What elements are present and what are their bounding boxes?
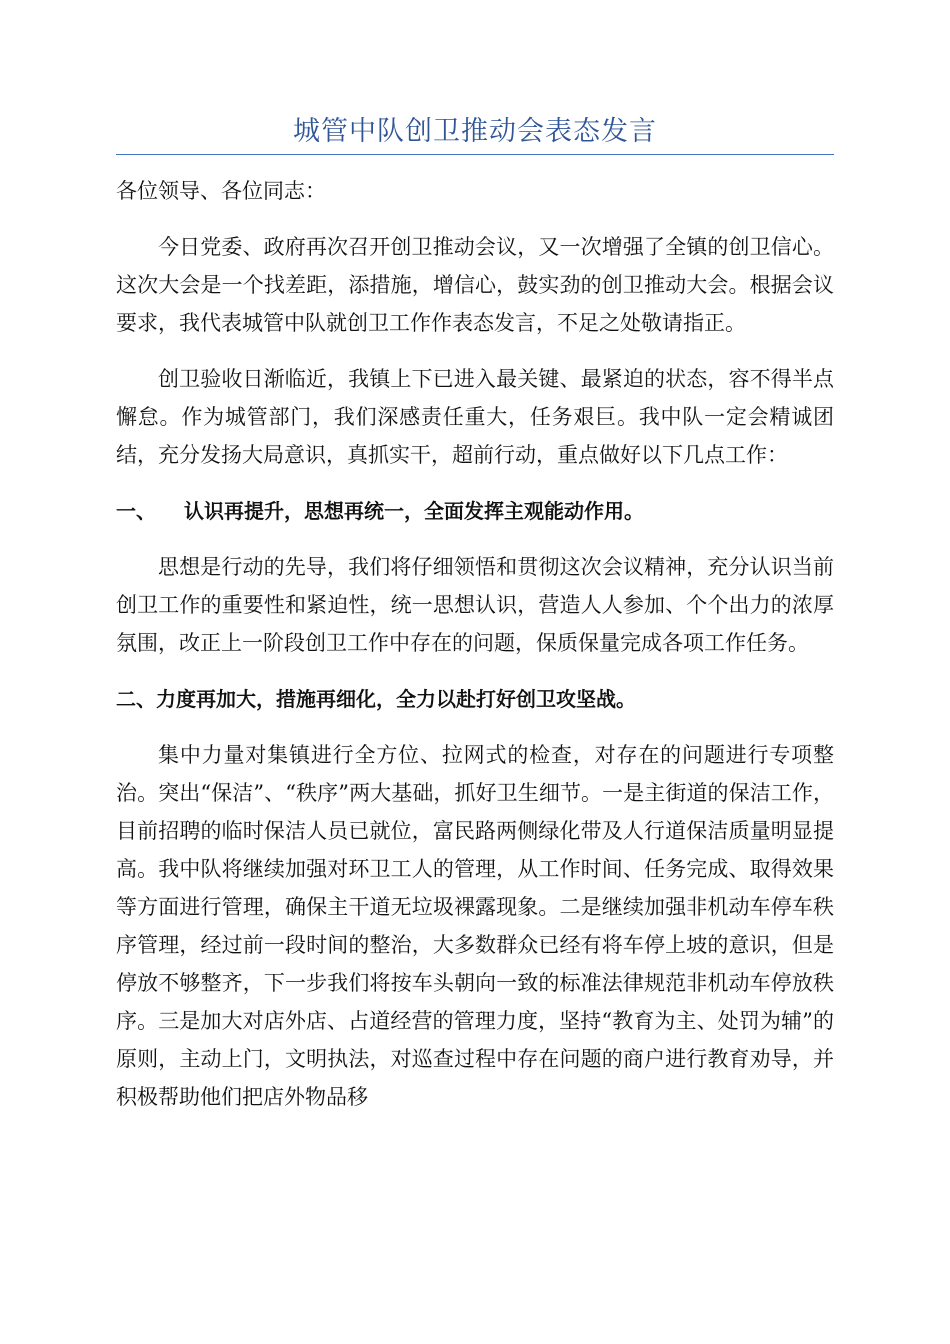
document-body [116, 172, 834, 1134]
section-number: 二、 [116, 687, 156, 711]
section-body-1: 思想是行动的先导，我们将仔细领悟和贯彻这次会议精神，充分认识当前创卫工作的重要性和紧迫性，统一思想认识，营造人人参加、个个出力的浓厚氛围，改正上一阶段创卫工作中存在的问题，保质保量完成各项工作任务。 [116, 555, 834, 655]
section-number: 一、 [116, 499, 156, 523]
page-title: 城管中队创卫推动会表态发言 [293, 116, 657, 147]
salutation: 各位领导、各位同志： [116, 179, 326, 203]
title-underline [116, 154, 834, 155]
section-heading-text: 力度再加大，措施再细化，全力以赴打好创卫攻坚战。 [156, 687, 636, 711]
section-heading-text: 认识再提升，思想再统一，全面发挥主观能动作用。 [184, 499, 644, 523]
paragraph-opening: 今日党委、政府再次召开创卫推动会议，又一次增强了全镇的创卫信心。这次大会是一个找差距，添措施，增信心，鼓实劲的创卫推动大会。根据会议要求，我代表城管中队就创卫工作作表态发言，不足之处敬请指正。 [116, 235, 834, 335]
paragraph-context: 创卫验收日渐临近，我镇上下已进入最关键、最紧迫的状态，容不得半点懈怠。作为城管部门，我们深感责任重大，任务艰巨。我中队一定会精诚团结，充分发扬大局意识，真抓实干，超前行动，重点做好以下几点工作： [116, 367, 834, 467]
section-heading-1 [116, 492, 834, 530]
section-body-2: 集中力量对集镇进行全方位、拉网式的检查，对存在的问题进行专项整治。突出“保洁”、“秩序”两大基础，抓好卫生细节。一是主街道的保洁工作，目前招聘的临时保洁人员已就位，富民路两侧绿化带及人行道保洁质量明显提高。我中队将继续加强对环卫工人的管理，从工作时间、任务完成、取得效果等方面进行管理，确保主干道无垃圾裸露现象。二是继续加强非机动车停车秩序管理，经过前一段时间的整治，大多数群众已经有将车停上坡的意识，但是停放不够整齐，下一步我们将按车头朝向一致的标准法律规范非机动车停放秩序。三是加大对店外店、占道经营的管理力度，坚持“教育为主、处罚为辅”的原则，主动上门，文明执法，对巡查过程中存在问题的商户进行教育劝导，并积极帮助他们把店外物品移 [116, 743, 834, 1109]
section-heading-2 [116, 680, 834, 718]
